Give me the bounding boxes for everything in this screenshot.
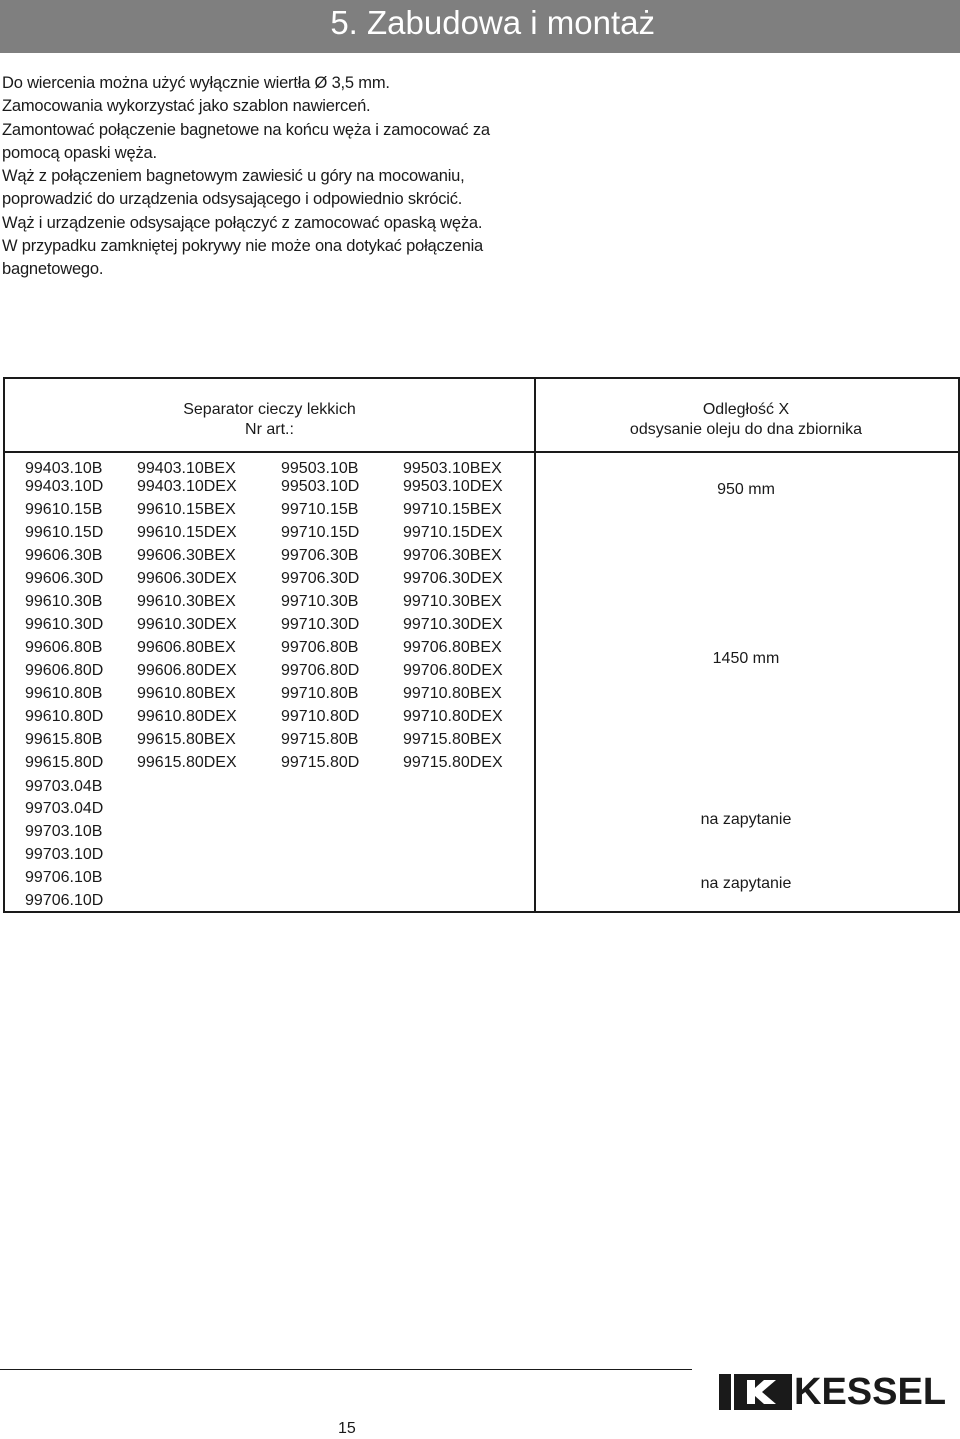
article-number: 99615.80D xyxy=(25,754,104,771)
article-number: 99710.80D xyxy=(281,708,360,725)
article-number: 99606.30DEX xyxy=(137,570,237,587)
article-number: 99403.10D xyxy=(25,478,104,495)
article-number: 99610.80D xyxy=(25,708,104,725)
article-number: 99710.15BEX xyxy=(403,501,502,518)
article-number: 99503.10B xyxy=(281,460,359,477)
table-row xyxy=(0,797,534,820)
intro-text xyxy=(2,72,522,282)
intro-line: pomocą opaski węża. xyxy=(2,143,157,162)
distance-value: na zapytanie xyxy=(700,875,792,892)
intro-line: Zamocowania wykorzystać jako szablon nawierceń. xyxy=(2,97,371,116)
table-row xyxy=(0,475,534,498)
column-header-distance xyxy=(536,400,956,440)
article-number: 99606.80D xyxy=(25,662,104,679)
table-row xyxy=(0,889,534,912)
footer-rule xyxy=(0,1369,692,1370)
article-number: 99610.15B xyxy=(25,501,103,518)
article-number: 99503.10BEX xyxy=(403,460,502,477)
article-number: 99503.10D xyxy=(281,478,360,495)
article-number: 99715.80D xyxy=(281,754,360,771)
table-row xyxy=(0,728,534,751)
article-number: 99706.10B xyxy=(25,869,103,886)
article-number: 99615.80DEX xyxy=(137,754,237,771)
table-column-divider xyxy=(534,377,536,913)
table-row xyxy=(0,613,534,636)
article-number: 99703.04B xyxy=(25,778,103,795)
article-number: 99710.80BEX xyxy=(403,685,502,702)
page-title: 5. Zabudowa i montaż xyxy=(330,4,655,41)
article-number: 99715.80BEX xyxy=(403,731,502,748)
article-number: 99706.30D xyxy=(281,570,360,587)
column-header-line: odsysanie oleju do dna zbiornika xyxy=(629,421,863,438)
article-number: 99403.10B xyxy=(25,460,103,477)
article-number: 99610.15DEX xyxy=(137,524,237,541)
article-number: 99706.10D xyxy=(25,892,104,909)
article-number: 99403.10DEX xyxy=(137,478,237,495)
article-number: 99706.80D xyxy=(281,662,360,679)
article-number: 99710.15B xyxy=(281,501,359,518)
intro-line: poprowadzić do urządzenia odsysającego i odpowiednio skrócić. xyxy=(2,190,463,209)
article-number: 99606.80DEX xyxy=(137,662,237,679)
article-number: 99710.80DEX xyxy=(403,708,503,725)
article-number: 99610.80BEX xyxy=(137,685,236,702)
article-number: 99610.15BEX xyxy=(137,501,236,518)
article-number: 99610.30D xyxy=(25,616,104,633)
table-row xyxy=(0,590,534,613)
article-number: 99710.30D xyxy=(281,616,360,633)
table-row xyxy=(0,866,534,889)
article-number: 99610.80B xyxy=(25,685,103,702)
article-number: 99710.30DEX xyxy=(403,616,503,633)
article-number: 99710.30B xyxy=(281,593,359,610)
article-number: 99706.30DEX xyxy=(403,570,503,587)
column-header-line: Odległość X xyxy=(702,401,790,418)
table-row xyxy=(0,567,534,590)
article-number: 99606.30D xyxy=(25,570,104,587)
article-number: 99610.30BEX xyxy=(137,593,236,610)
intro-line: Wąż i urządzenie odsysające połączyć z zamocować opaską węża. xyxy=(2,213,483,232)
column-header-line: Nr art.: xyxy=(245,421,294,438)
table-row xyxy=(0,775,534,798)
article-number: 99715.80DEX xyxy=(403,754,503,771)
article-number: 99615.80B xyxy=(25,731,103,748)
article-number: 99503.10DEX xyxy=(403,478,503,495)
article-number: 99710.80B xyxy=(281,685,359,702)
logo-wordmark: KESSEL xyxy=(794,1371,947,1413)
table-row xyxy=(0,521,534,544)
article-number: 99610.30B xyxy=(25,593,103,610)
article-number: 99610.30DEX xyxy=(137,616,237,633)
article-number: 99710.30BEX xyxy=(403,593,502,610)
table-row xyxy=(0,659,534,682)
table-row xyxy=(0,820,534,843)
article-number: 99706.30B xyxy=(281,547,359,564)
article-number: 99706.80B xyxy=(281,639,359,656)
column-header-articles xyxy=(5,400,534,440)
table-row xyxy=(0,636,534,659)
article-number: 99606.30B xyxy=(25,547,103,564)
article-number: 99606.80B xyxy=(25,639,103,656)
table-row xyxy=(0,705,534,728)
article-number: 99606.80BEX xyxy=(137,639,236,656)
article-number: 99706.80DEX xyxy=(403,662,503,679)
article-number: 99615.80BEX xyxy=(137,731,236,748)
distance-value: 950 mm xyxy=(717,481,775,498)
article-number: 99703.04D xyxy=(25,800,104,817)
article-number: 99706.80BEX xyxy=(403,639,502,656)
intro-line: W przypadku zamkniętej pokrywy nie może ona dotykać połączenia xyxy=(2,237,484,256)
page-number: 15 xyxy=(338,1420,356,1437)
table-row xyxy=(0,751,534,774)
article-number: 99715.80B xyxy=(281,731,359,748)
intro-line: Wąż z połączeniem bagnetowym zawiesić u góry na mocowaniu, xyxy=(2,167,465,186)
table-row xyxy=(0,544,534,567)
article-number: 99703.10B xyxy=(25,823,103,840)
article-number: 99610.15D xyxy=(25,524,104,541)
article-number: 99710.15DEX xyxy=(403,524,503,541)
intro-line: Do wiercenia można użyć wyłącznie wiertła Ø 3,5 mm. xyxy=(2,74,390,92)
distance-value: na zapytanie xyxy=(700,811,792,828)
article-number: 99403.10BEX xyxy=(137,460,236,477)
distance-value: 1450 mm xyxy=(712,650,780,667)
article-number: 99610.80DEX xyxy=(137,708,237,725)
table-row xyxy=(0,682,534,705)
intro-line: Zamontować połączenie bagnetowe na końcu węża i zamocować za xyxy=(2,120,490,139)
table-row xyxy=(0,843,534,866)
article-number: 99703.10D xyxy=(25,846,104,863)
intro-line: bagnetowego. xyxy=(2,260,104,279)
column-header-line: Separator cieczy lekkich xyxy=(183,401,356,418)
table-row xyxy=(0,498,534,521)
article-number: 99706.30BEX xyxy=(403,547,502,564)
table-header-divider xyxy=(3,451,960,453)
article-number: 99606.30BEX xyxy=(137,547,236,564)
article-number: 99710.15D xyxy=(281,524,360,541)
